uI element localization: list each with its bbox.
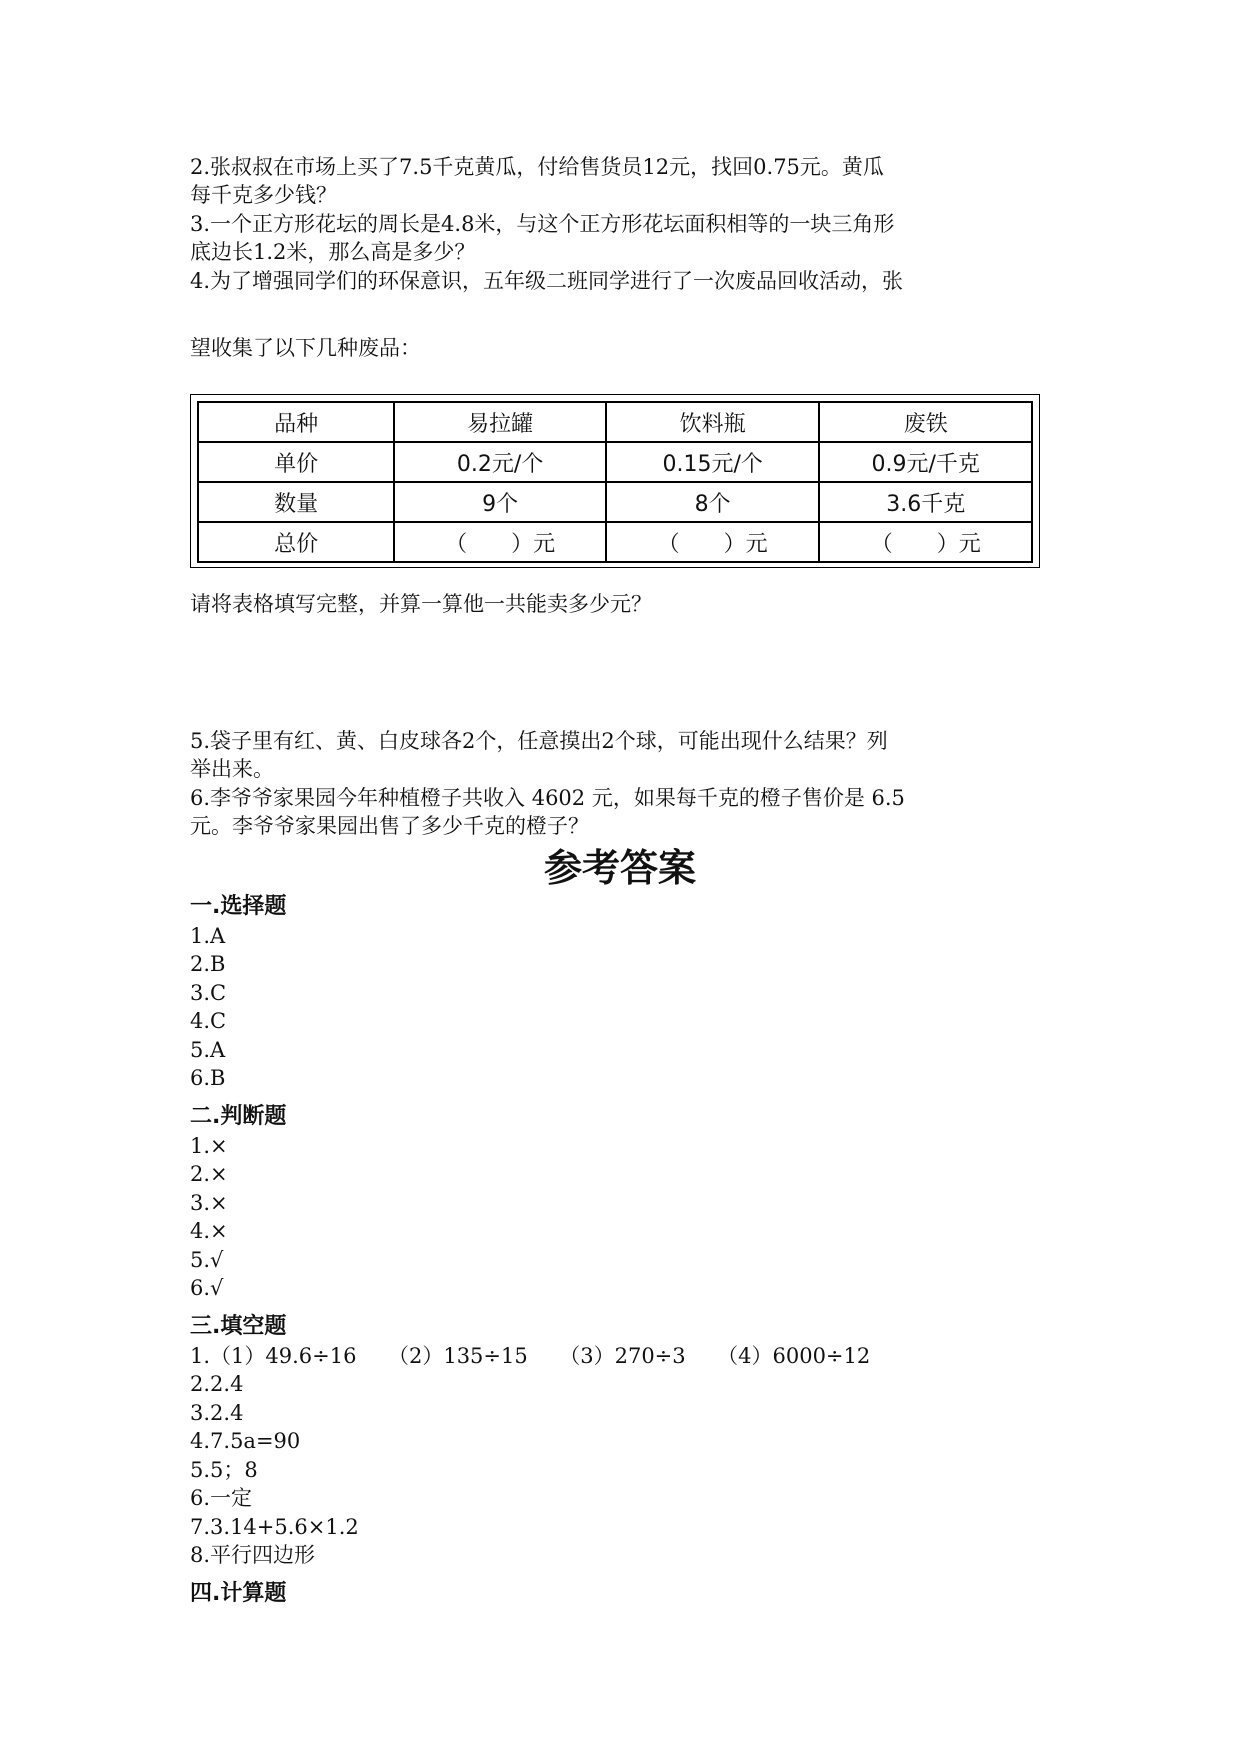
section-title-fill: 三.填空题: [190, 1314, 287, 1339]
answer-item: 5.√: [190, 1248, 224, 1272]
table-cell: （ ）元: [819, 522, 1032, 562]
answer-item: 3.C: [190, 981, 227, 1005]
answer-item: 1.A: [190, 924, 226, 948]
answer-item: 6.√: [190, 1276, 224, 1300]
answer-item: 6.B: [190, 1066, 226, 1090]
table-cell: 0.15元/个: [606, 442, 820, 482]
question-4-line-2: 望收集了以下几种废品：: [190, 336, 421, 360]
question-5-line-2: 举出来。: [190, 757, 274, 781]
table-cell: 数量: [198, 482, 394, 522]
table-cell: 8个: [606, 482, 820, 522]
question-6-line-1: 6.李爷爷家果园今年种植橙子共收入 4602 元，如果每千克的橙子售价是 6.5: [190, 786, 905, 810]
answer-item: 3.2.4: [190, 1401, 244, 1425]
table-cell: 总价: [198, 522, 394, 562]
section-title-calc: 四.计算题: [190, 1581, 287, 1606]
table-cell: 饮料瓶: [606, 402, 820, 442]
answer-item: 2.×: [190, 1162, 228, 1186]
table-cell: 0.9元/千克: [819, 442, 1032, 482]
answer-item: 3.×: [190, 1191, 228, 1215]
table-row: [198, 522, 1032, 562]
table-cell: 品种: [198, 402, 394, 442]
question-3-line-1: 3.一个正方形花坛的周长是4.8米，与这个正方形花坛面积相等的一块三角形: [190, 212, 895, 236]
waste-table: [197, 401, 1033, 563]
answer-item: 4.7.5a=90: [190, 1429, 301, 1453]
section-title-choice: 一.选择题: [190, 894, 287, 919]
answer-item: 2.B: [190, 952, 226, 976]
section-title-judge: 二.判断题: [190, 1104, 287, 1129]
question-6-line-2: 元。李爷爷家果园出售了多少千克的橙子？: [190, 814, 589, 838]
table-row: [198, 482, 1032, 522]
table-row: [198, 402, 1032, 442]
question-2-line-2: 每千克多少钱？: [190, 183, 337, 207]
table-cell: 易拉罐: [394, 402, 606, 442]
table-cell: 0.2元/个: [394, 442, 606, 482]
table-instruction: 请将表格填写完整，并算一算他一共能卖多少元？: [190, 592, 652, 616]
answer-item: 8.平行四边形: [190, 1543, 316, 1567]
answer-item: 5.5；8: [190, 1458, 258, 1482]
table-cell: 3.6千克: [819, 482, 1032, 522]
answer-item: 6.一定: [190, 1486, 253, 1510]
answer-item: 4.C: [190, 1009, 227, 1033]
table-row: [198, 442, 1032, 482]
table-cell: 废铁: [819, 402, 1032, 442]
question-4-line-1: 4.为了增强同学们的环保意识，五年级二班同学进行了一次废品回收活动，张: [190, 269, 904, 293]
table-cell: （ ）元: [394, 522, 606, 562]
answer-item: 1.×: [190, 1134, 228, 1158]
answer-item: 5.A: [190, 1038, 226, 1062]
waste-table-frame: [190, 394, 1040, 568]
answer-item: 1.（1）49.6÷16 （2）135÷15 （3）270÷3 （4）6000÷12: [190, 1344, 871, 1368]
question-5-line-1: 5.袋子里有红、黄、白皮球各2个，任意摸出2个球，可能出现什么结果？列: [190, 729, 888, 753]
question-2-line-1: 2.张叔叔在市场上买了7.5千克黄瓜，付给售货员12元，找回0.75元。黄瓜: [190, 155, 884, 179]
answer-item: 4.×: [190, 1219, 228, 1243]
question-3-line-2: 底边长1.2米，那么高是多少？: [190, 240, 476, 264]
table-cell: （ ）元: [606, 522, 820, 562]
answer-item: 7.3.14+5.6×1.2: [190, 1515, 359, 1539]
answer-item: 2.2.4: [190, 1372, 244, 1396]
table-cell: 9个: [394, 482, 606, 522]
answer-title: 参考答案: [543, 846, 696, 890]
table-cell: 单价: [198, 442, 394, 482]
